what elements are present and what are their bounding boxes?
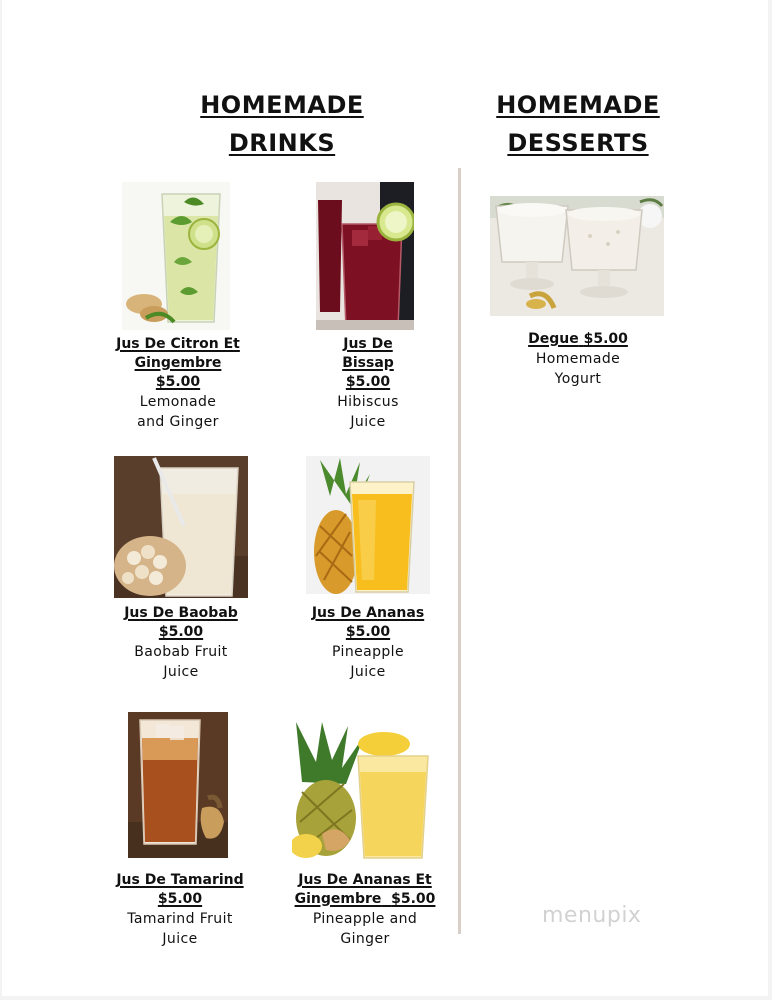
item-desc-line1: Lemonade (139, 394, 217, 410)
item-name-line1: Jus De Citron Et (116, 336, 240, 352)
desserts-heading (468, 86, 688, 162)
pineapple-ginger-photo (292, 722, 430, 860)
item-desc-line2: and Ginger (137, 414, 219, 430)
item-name-line1: Jus De Ananas (311, 605, 425, 621)
item-price: $5.00 (345, 374, 391, 390)
item-desc-line1: Hibiscus (337, 394, 399, 410)
menu-page (2, 0, 768, 996)
item-name-line2: Gingembre (294, 891, 382, 907)
item-desc-line1: Homemade (535, 351, 621, 367)
drink-item-tamarind (100, 871, 260, 949)
item-name-line2: Bissap (342, 355, 394, 371)
item-desc-line1: Baobab Fruit (134, 644, 228, 660)
drink-item-baobab (101, 604, 261, 682)
item-name-line1: Jus De Baobab (124, 605, 238, 621)
drink-item-pineapple-ginger (278, 871, 452, 949)
item-desc-line2: Yogurt (554, 371, 602, 387)
item-desc-line2: Juice (350, 664, 386, 680)
hibiscus-juice-photo (316, 182, 414, 330)
drinks-heading-line1: HOMEMADE (200, 91, 364, 119)
item-desc-line1: Pineapple and (312, 911, 418, 927)
item-name: Degue (528, 331, 579, 347)
drink-item-lemonade-ginger (98, 335, 258, 432)
item-name-line2: Gingembre (134, 355, 222, 371)
item-name-line1: Jus De Ananas Et (298, 872, 432, 888)
baobab-juice-photo (114, 456, 248, 598)
degue-yogurt-photo (490, 196, 664, 316)
lemonade-ginger-photo (122, 182, 230, 330)
desserts-heading-line1: HOMEMADE (496, 91, 660, 119)
column-divider (458, 168, 461, 934)
item-desc-line1: Tamarind Fruit (127, 911, 233, 927)
item-desc-line2: Ginger (340, 931, 390, 947)
drink-item-bissap (288, 335, 448, 432)
item-name-with-price (498, 330, 658, 349)
dessert-item-degue (498, 330, 658, 389)
item-name-line1: Jus De Tamarind (116, 872, 244, 888)
desserts-heading-line2: DESSERTS (507, 129, 649, 157)
menupix-watermark: menupix (542, 903, 642, 928)
item-desc-line1: Pineapple (332, 644, 404, 660)
drink-item-pineapple (288, 604, 448, 682)
item-price: $5.00 (345, 624, 391, 640)
item-price: $5.00 (583, 331, 628, 347)
item-price: $5.00 (391, 891, 436, 907)
item-price: $5.00 (157, 891, 203, 907)
drinks-heading-line2: DRINKS (228, 129, 336, 157)
pineapple-juice-photo (306, 456, 430, 594)
item-name-line1: Jus De (343, 336, 393, 352)
tamarind-juice-photo (128, 712, 228, 858)
item-desc-line2: Juice (163, 664, 199, 680)
item-price: $5.00 (155, 374, 201, 390)
item-desc-line2: Juice (162, 931, 198, 947)
drinks-heading (172, 86, 392, 162)
item-name-line2-with-price (278, 890, 452, 909)
item-desc-line2: Juice (350, 414, 386, 430)
item-price: $5.00 (158, 624, 204, 640)
